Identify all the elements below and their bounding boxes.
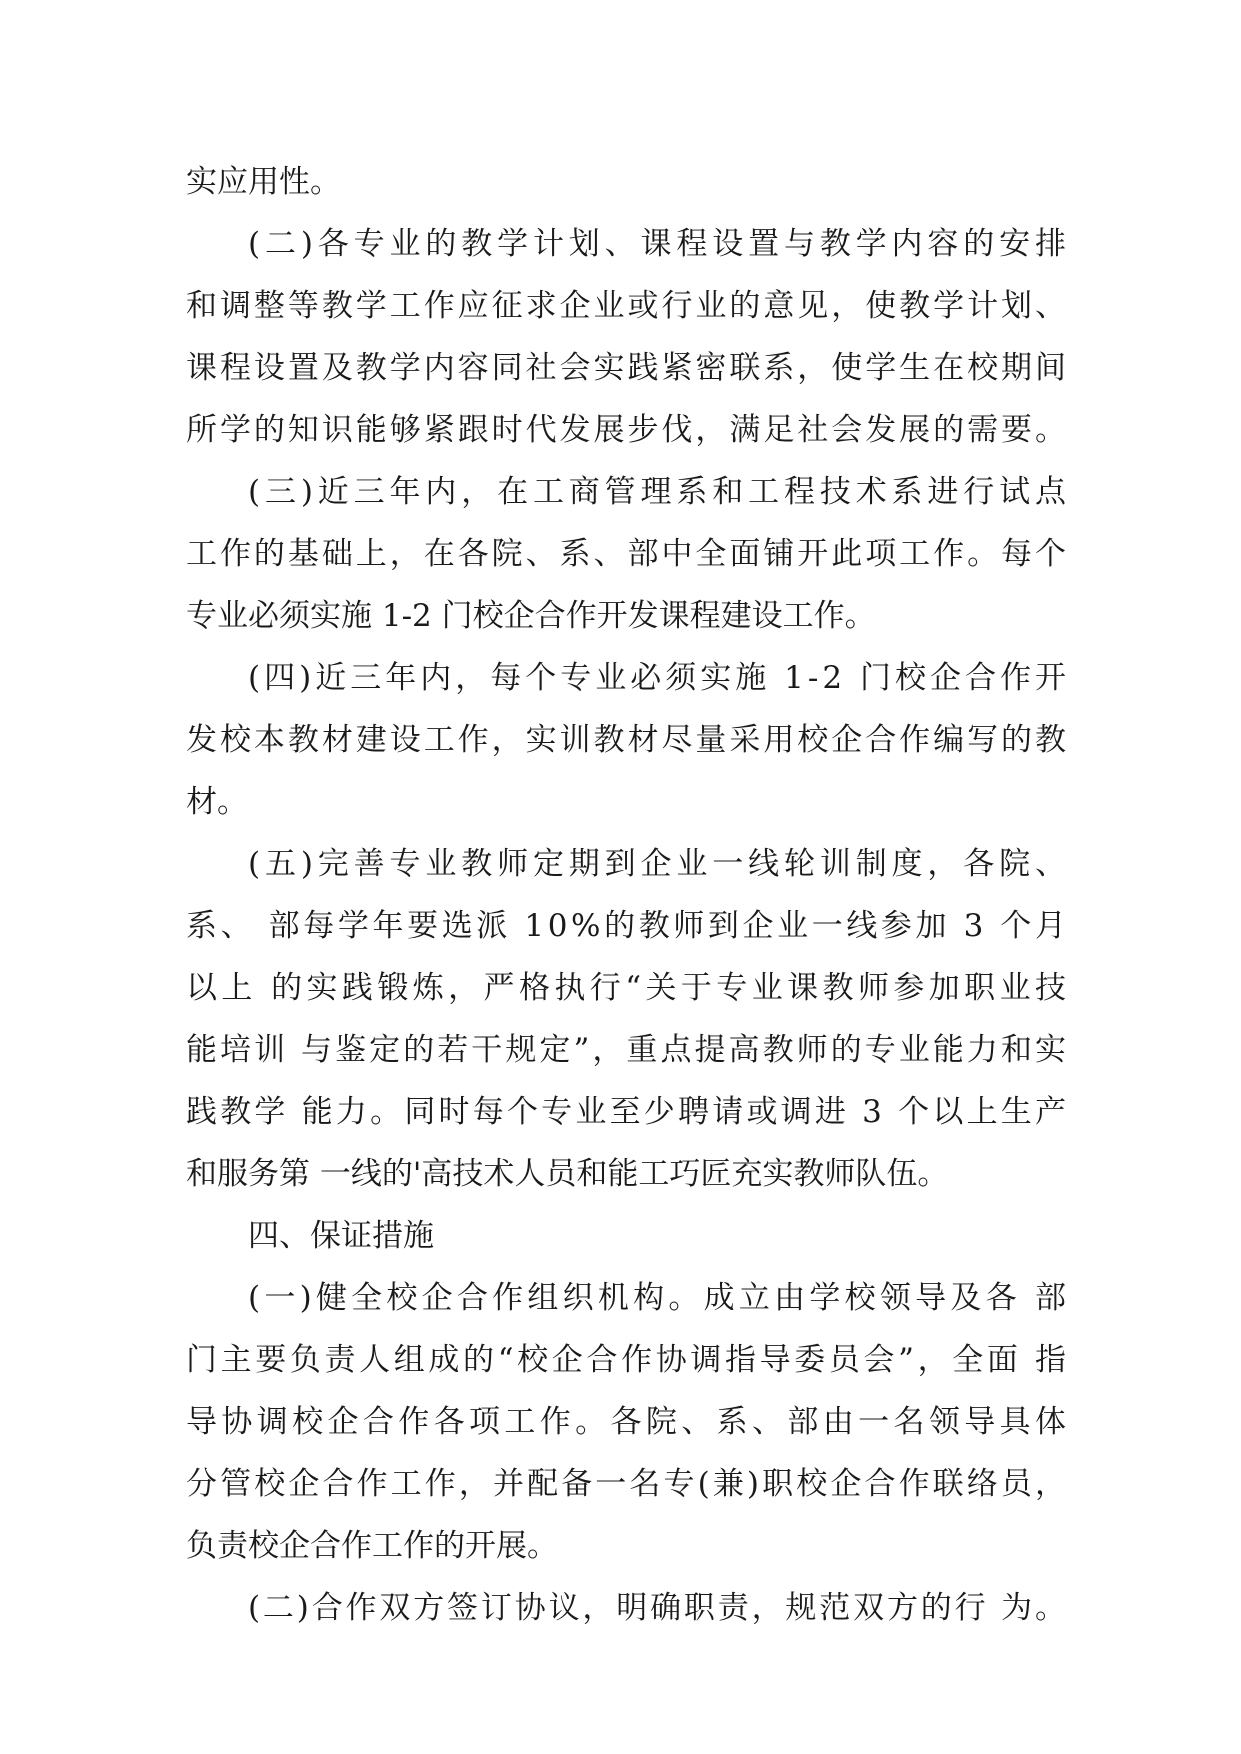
text-line <box>186 1081 1070 1143</box>
paragraph-first-line <box>186 461 1071 523</box>
text-line-content: 践教学 能力。同时每个专业至少聘请或调进 3 个以上生产 <box>186 1094 1070 1130</box>
text-line <box>186 1391 1071 1453</box>
text-line-content: (五)完善专业教师定期到企业一线轮训制度，各院、 <box>248 846 1071 882</box>
text-line-content: 负责校企合作工作的开展。 <box>186 1528 558 1564</box>
text-line <box>186 151 1066 213</box>
text-line <box>186 1453 1070 1515</box>
paragraph-first-line <box>186 213 1071 275</box>
text-line-content: 实应用性。 <box>186 164 341 200</box>
text-line-content: 所学的知识能够紧跟时代发展步伐，满足社会发展的需要。 <box>186 412 1069 448</box>
section-heading <box>186 1205 1066 1267</box>
paragraph-first-line <box>186 833 1071 895</box>
text-line-content: 能培训 与鉴定的若干规定”，重点提高教师的专业能力和实 <box>186 1032 1070 1068</box>
text-line-content: 课程设置及教学内容同社会实践紧密联系，使学生在校期间 <box>186 350 1069 386</box>
text-line-content: 门主要负责人组成的“校企合作协调指导委员会”，全面 指 <box>186 1342 1070 1378</box>
document-body <box>186 151 1071 1639</box>
text-line-content: 分管校企合作工作，并配备一名专(兼)职校企合作联络员， <box>186 1466 1070 1502</box>
text-line <box>186 1515 1066 1577</box>
text-line <box>186 957 1071 1019</box>
text-line <box>186 1143 1066 1205</box>
text-line-content: 工作的基础上，在各院、系、部中全面铺开此项工作。每个 <box>186 536 1069 572</box>
text-line <box>186 1019 1070 1081</box>
text-line <box>186 337 1069 399</box>
paragraph-first-line <box>186 1267 1071 1329</box>
text-line <box>186 275 1069 337</box>
text-line-content: 和服务第 一线的'高技术人员和能工巧匠充实教师队伍。 <box>186 1156 949 1192</box>
text-line-content: (二)各专业的教学计划、课程设置与教学内容的安排 <box>248 226 1071 262</box>
text-line-content: 系、 部每学年要选派 10%的教师到企业一线参加 3 个月 <box>186 908 1070 944</box>
text-line-content: (三)近三年内，在工商管理系和工程技术系进行试点 <box>248 474 1071 510</box>
text-line-content: 发校本教材建设工作，实训教材尽量采用校企合作编写的教 <box>186 722 1069 758</box>
section-heading-text: 四、保证措施 <box>248 1218 434 1254</box>
text-line-content: 和调整等教学工作应征求企业或行业的意见，使教学计划、 <box>186 288 1069 324</box>
text-line-content: (四)近三年内，每个专业必须实施 1-2 门校企合作开 <box>248 660 1070 696</box>
text-line-content: 以上 的实践锻炼，严格执行“关于专业课教师参加职业技 <box>186 970 1071 1006</box>
text-line <box>186 399 1069 461</box>
text-line-content: 专业必须实施 1-2 门校企合作开发课程建设工作。 <box>186 598 876 634</box>
text-line <box>186 709 1069 771</box>
text-line <box>186 585 1066 647</box>
text-line-content: (一)健全校企合作组织机构。成立由学校领导及各 部 <box>248 1280 1071 1316</box>
text-line-content: 材。 <box>186 784 248 820</box>
text-line <box>186 1329 1070 1391</box>
text-line <box>186 771 1066 833</box>
text-line <box>186 895 1070 957</box>
paragraph-first-line <box>186 1577 1069 1639</box>
text-line <box>186 523 1069 585</box>
text-line-content: 导协调校企合作各项工作。各院、系、部由一名领导具体 <box>186 1404 1071 1440</box>
text-line-content: (二)合作双方签订协议，明确职责，规范双方的行 为。 <box>248 1590 1069 1626</box>
paragraph-first-line <box>186 647 1070 709</box>
